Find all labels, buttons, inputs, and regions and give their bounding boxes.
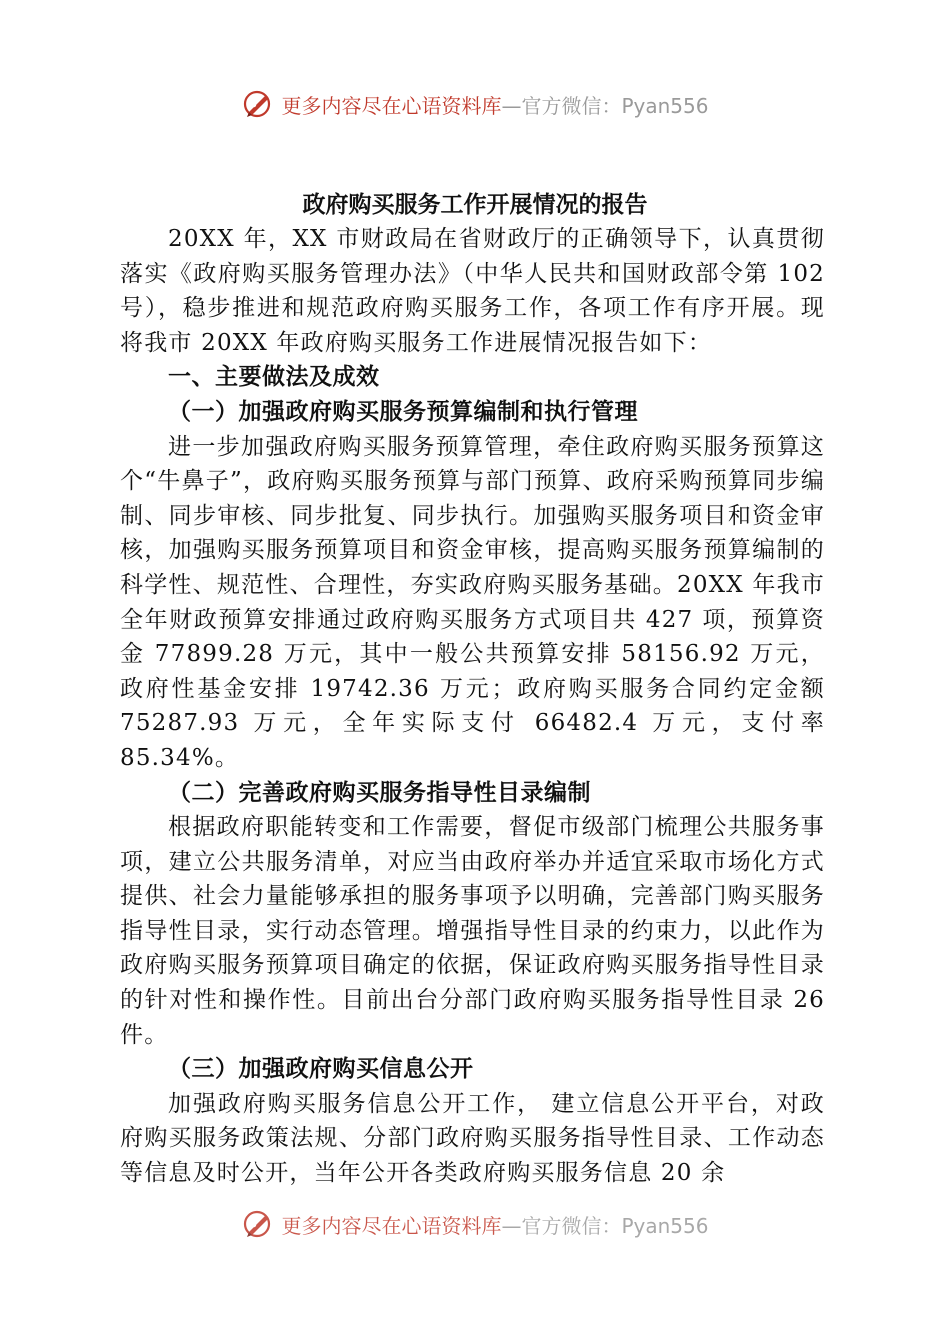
watermark-banner-bottom <box>0 1204 950 1244</box>
watermark-separator: — <box>501 1213 522 1238</box>
watermark-brand: 更多内容尽在心语资料库 <box>281 1213 502 1238</box>
subsection-paragraph-3: 加强政府购买服务信息公开工作， 建立信息公开平台，对政府购买服务政策法规、分部门政府购买服务指导性目录、工作动态等信息及时公开，当年公开各类政府购买服务信息 20 余 <box>120 1090 825 1187</box>
document-body <box>120 222 825 1191</box>
watermark-contact: 官方微信：Pyan556 <box>521 93 709 118</box>
watermark-text <box>281 90 708 119</box>
pen-logo-icon <box>241 1207 275 1241</box>
subsection-heading-3: （三）加强政府购买信息公开 <box>168 1056 474 1083</box>
watermark-brand: 更多内容尽在心语资料库 <box>281 93 502 118</box>
watermark-banner-top <box>0 84 950 124</box>
subsection-paragraph-2: 根据政府职能转变和工作需要，督促市级部门梳理公共服务事项，建立公共服务清单，对应当由政府举办并适宜采取市场化方式提供、社会力量能够承担的服务事项予以明确，完善部门购买服务指导性目录，实行动态管理。增强指导性目录的约束力，以此作为政府购买服务预算项目确定的依据，保证政府购买服务指导性目录的针对性和操作性。目前出台分部门政府购买服务指导性目录 26 件。 <box>120 814 825 1048</box>
intro-paragraph: 20XX 年，XX 市财政局在省财政厅的正确领导下，认真贯彻落实《政府购买服务管理办法》（中华人民共和国财政部令第 102 号），稳步推进和规范政府购买服务工作，各项工作有序开展。现将我市 20XX 年政府购买服务工作进展情况报告如下： <box>120 226 825 356</box>
watermark-contact: 官方微信：Pyan556 <box>521 1213 709 1238</box>
subsection-heading-2: （二）完善政府购买服务指导性目录编制 <box>168 779 591 806</box>
document-title: 政府购买服务工作开展情况的报告 <box>302 192 648 218</box>
subsection-paragraph-1: 进一步加强政府购买服务预算管理，牵住政府购买服务预算这个“牛鼻子”，政府购买服务预算与部门预算、政府采购预算同步编制、同步审核、同步批复、同步执行。加强购买服务项目和资金审核，加强购买服务预算项目和资金审核，提高购买服务预算编制的科学性、规范性、合理性，夯实政府购买服务基础。20XX 年我市全年财政预算安排通过政府购买服务方式项目共 427 项，预算资金 77899.28 万元，其中一般公共预算安排 58156.92 万元，政府性基金安排 19742.36 万元；政府购买服务合同约定金额 75287.93 万元，全年实际支付 66482.4 万元，支付率 85.34%。 <box>120 433 825 771</box>
pen-logo-icon <box>241 87 275 121</box>
watermark-text <box>281 1210 708 1239</box>
watermark-separator: — <box>501 93 522 118</box>
subsection-heading-1: （一）加强政府购买服务预算编制和执行管理 <box>168 398 638 425</box>
section-heading-1: 一、主要做法及成效 <box>168 364 380 391</box>
